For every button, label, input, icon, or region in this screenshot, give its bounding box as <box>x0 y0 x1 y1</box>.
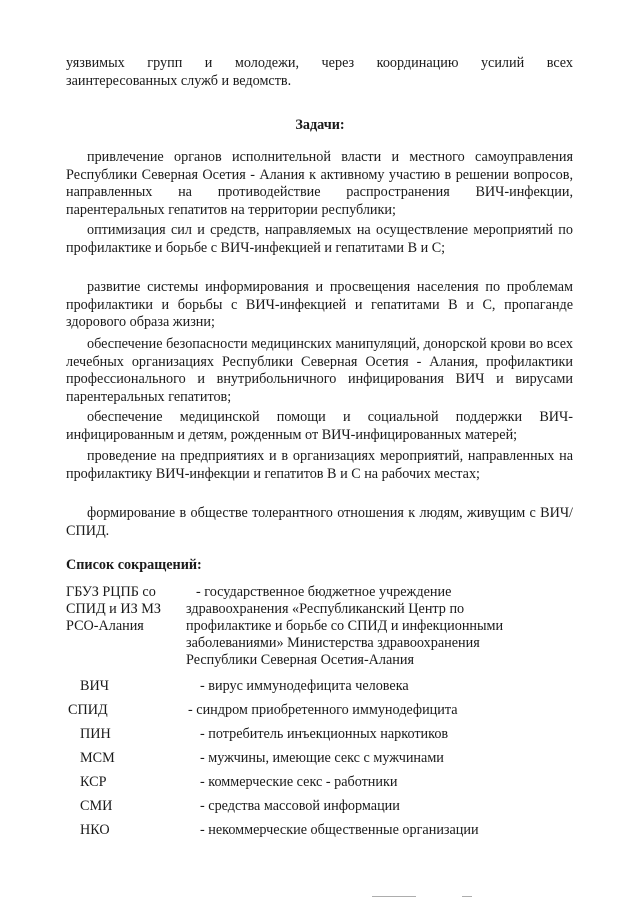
task-item-3: развитие системы информирования и просвещения населения по проблемам профилактики и борьбы с ВИЧ-инфекцией и гепатитами В и С, пропаганде здорового образа жизни; <box>66 279 573 331</box>
scan-artifact-dash <box>462 896 472 897</box>
abbr-definition-smi: - средства массовой информации <box>200 798 400 814</box>
task-item-7: формирование в обществе толерантного отношения к людям, живущим с ВИЧ/СПИД. <box>66 505 573 539</box>
task-item-2: оптимизация сил и средств, направляемых на осуществление мероприятий по профилактике и борьбе с ВИЧ-инфекцией и гепатитами В и С; <box>66 222 573 256</box>
intro-line-2: заинтересованных служб и ведомств. <box>66 73 292 89</box>
abbr-term-msm: МСМ <box>80 750 115 766</box>
abbr-definition-vich: - вирус иммунодефицита человека <box>200 678 409 694</box>
abbr-definition-gbuz: - государственное бюджетное учреждение здравоохранения «Республиканский Центр по профилактике и борьбе со СПИД и инфекционными заболеваниями» Министерства здравоохранения Республики Северная Осетия-Алания <box>186 584 504 668</box>
task-item-4: обеспечение безопасности медицинских манипуляций, донорской крови во всех лечебных организациях Республики Северная Осетия - Алания, профилактики профессионального и внутрибольничного инфицирования ВИЧ и вирусами парентеральных гепатитов; <box>66 336 573 405</box>
abbr-definition-pin: - потребитель инъекционных наркотиков <box>200 726 449 742</box>
abbr-term-nko: НКО <box>80 822 110 838</box>
abbr-term-spid: СПИД <box>68 702 108 718</box>
abbreviations-heading: Список сокращений: <box>66 557 202 573</box>
task-item-5: обеспечение медицинской помощи и социальной поддержки ВИЧ-инфицированным и детям, рожденным от ВИЧ-инфицированных матерей; <box>66 409 573 443</box>
scan-artifact-line <box>372 896 416 897</box>
abbr-definition-msm: - мужчины, имеющие секс с мужчинами <box>200 750 444 766</box>
abbr-term-vich: ВИЧ <box>80 678 109 694</box>
abbr-term-ksr: КСР <box>80 774 107 790</box>
abbr-definition-ksr: - коммерческие секс - работники <box>200 774 398 790</box>
abbr-definition-spid: - синдром приобретенного иммунодефицита <box>188 702 458 718</box>
intro-line-1: уязвимых групп и молодежи, через координацию усилий всех <box>66 55 573 71</box>
tasks-heading: Задачи: <box>295 117 345 133</box>
task-item-6: проведение на предприятиях и в организациях мероприятий, направленных на профилактику ВИЧ-инфекции и гепатитов В и С на рабочих местах; <box>66 448 573 482</box>
abbr-term-gbuz: ГБУЗ РЦПБ со СПИД и ИЗ МЗ РСО-Алания <box>66 584 161 634</box>
task-item-1: привлечение органов исполнительной власти и местного самоуправления Республики Северная Осетия - Алания к активному участию в решении вопросов, направленных на противодействие распространения ВИЧ-инфекции, парентеральных гепатитов на территории республики; <box>66 149 573 218</box>
abbr-term-pin: ПИН <box>80 726 111 742</box>
abbr-definition-nko: - некоммерческие общественные организации <box>200 822 479 838</box>
abbr-term-smi: СМИ <box>80 798 113 814</box>
